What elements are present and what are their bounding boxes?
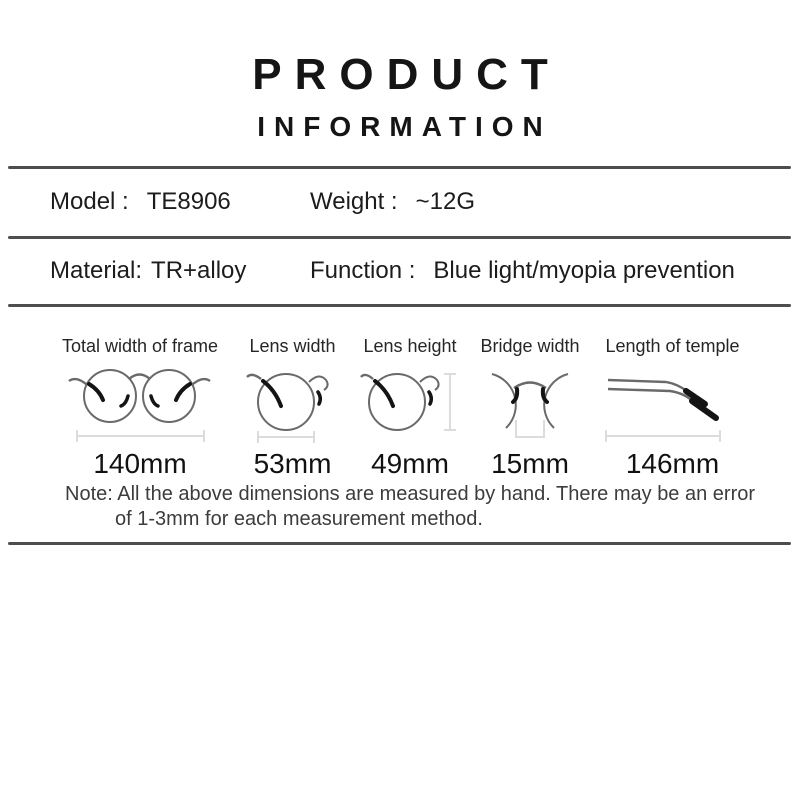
bridge-width-icon xyxy=(480,360,580,448)
material-label: Material: xyxy=(50,256,143,284)
dimension-temple-length xyxy=(590,334,755,480)
dimension-lens-height xyxy=(350,334,470,480)
dimension-value: 140mm xyxy=(93,448,187,479)
dimension-label: Lens height xyxy=(363,336,457,356)
title-line-information: INFORMATION xyxy=(257,111,552,142)
function-label: Function : xyxy=(310,256,416,284)
lens-width-icon xyxy=(245,360,340,448)
measurement-note xyxy=(0,482,800,532)
material-value: TR+alloy xyxy=(151,256,247,284)
function-value: Blue light/myopia prevention xyxy=(433,256,735,284)
dimension-lens-width xyxy=(235,334,350,480)
divider-bottom-specs xyxy=(8,304,791,307)
weight-label: Weight : xyxy=(310,187,398,215)
dimension-value: 49mm xyxy=(371,448,449,479)
material-cell xyxy=(50,237,246,304)
dimension-total-width xyxy=(45,334,235,480)
model-label: Model : xyxy=(50,187,129,215)
title-line-product: PRODUCT xyxy=(252,50,561,99)
dimension-label: Bridge width xyxy=(480,336,580,356)
model-cell xyxy=(50,167,231,236)
function-cell xyxy=(310,237,735,304)
spec-row-model-weight xyxy=(0,167,800,236)
page-title xyxy=(0,50,800,142)
note-line-2: of 1-3mm for each measurement method. xyxy=(115,508,483,530)
glasses-front-icon xyxy=(65,360,215,448)
weight-cell xyxy=(310,167,475,236)
dimension-value: 146mm xyxy=(625,448,720,479)
divider-footer xyxy=(8,542,791,545)
dimension-value: 53mm xyxy=(253,448,332,479)
note-line-1: Note: All the above dimensions are measured by hand. There may be an error xyxy=(65,483,756,505)
temple-side-icon xyxy=(598,360,748,448)
spec-row-material-function xyxy=(0,237,800,304)
weight-value: ~12G xyxy=(415,187,475,215)
dimension-value: 15mm xyxy=(491,448,569,479)
dimensions-section xyxy=(45,334,755,480)
model-value: TE8906 xyxy=(146,187,231,215)
dimension-label: Length of temple xyxy=(605,336,740,356)
dimension-bridge-width xyxy=(470,334,590,480)
dimension-label: Total width of frame xyxy=(61,336,219,356)
dimension-label: Lens width xyxy=(249,336,336,356)
lens-height-icon xyxy=(360,360,460,448)
